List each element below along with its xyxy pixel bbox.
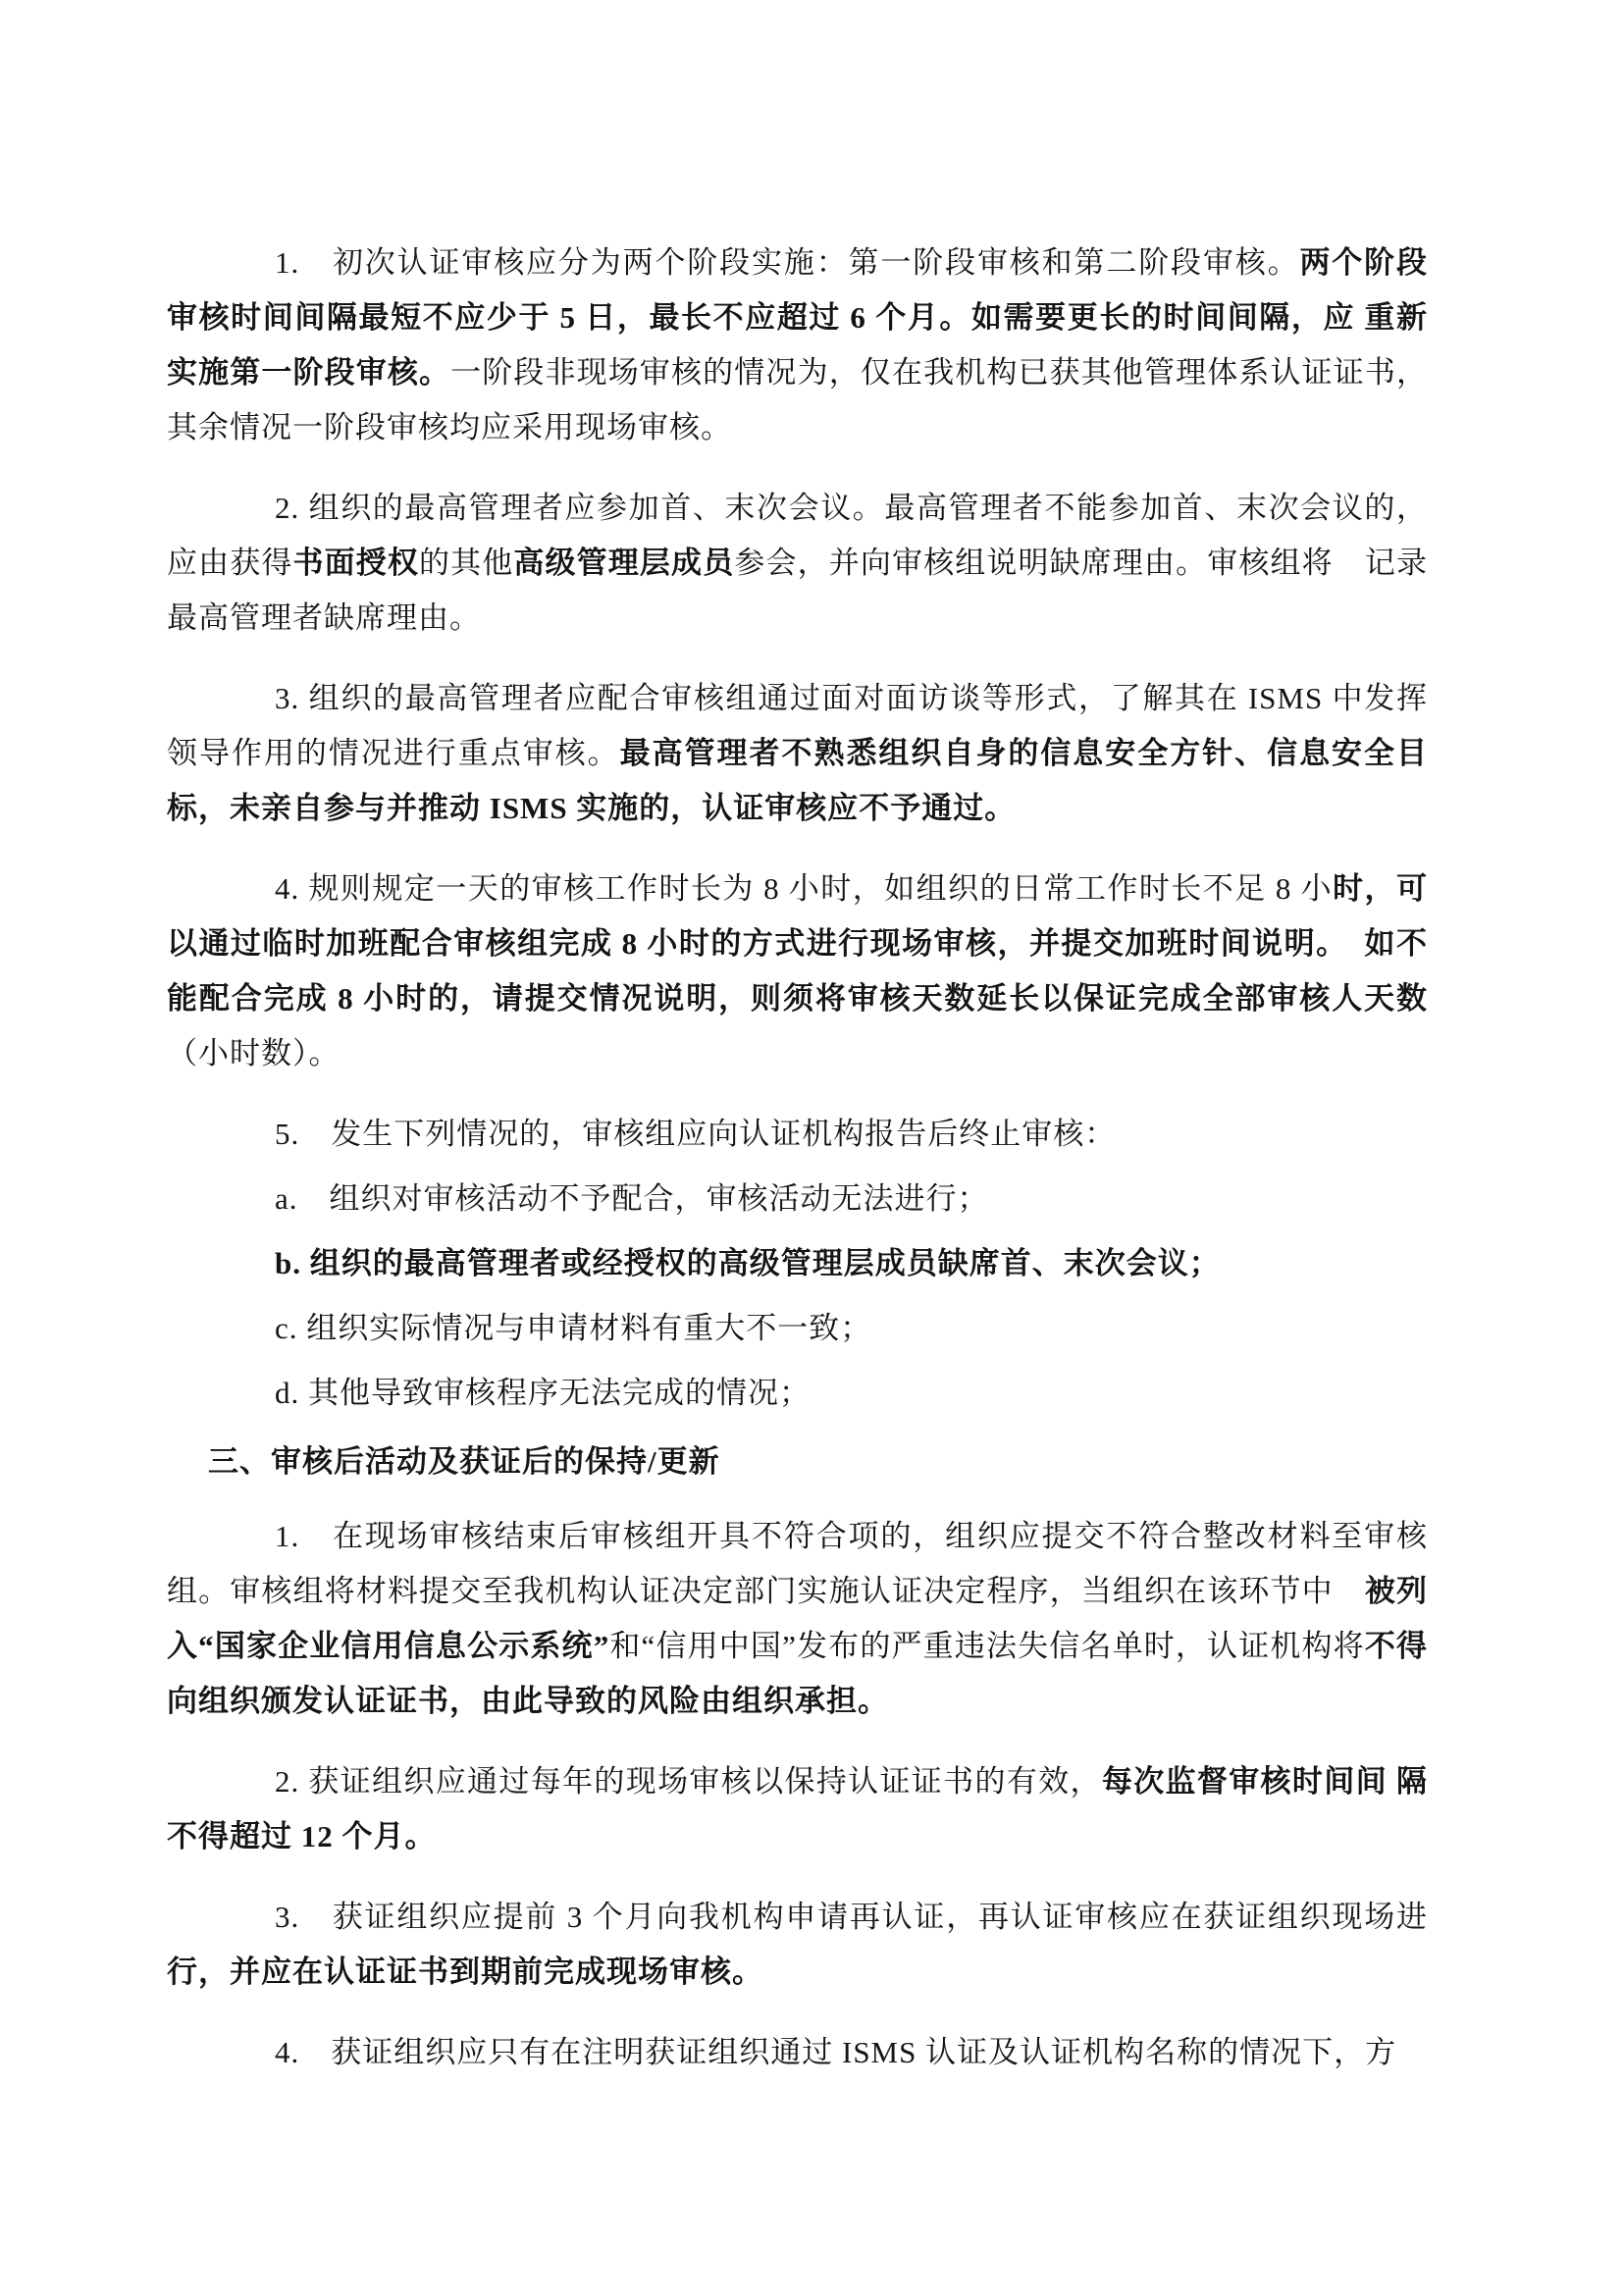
text-run: （小时数）。 <box>167 1036 341 1070</box>
text-run-bold: 最高管理者不熟悉组织自身的信息安全方针、信息安全目标，未亲自参与并推动 ISMS 实施的，认证审核应不予通过。 <box>167 736 1429 825</box>
item-c <box>167 1301 1428 1356</box>
text-run-bold: 被列入“国家企业信用信息公示系统” <box>167 1574 1429 1663</box>
text-run-bold: 高级管理层成员 <box>513 546 735 580</box>
text-run: c. 组织实际情况与申请材料有重大不一致； <box>275 1311 872 1345</box>
text-run: 4. 获证组织应只有在注明获证组织通过 ISMS 认证及认证机构名称的情况下，方 <box>275 2035 1397 2069</box>
text-run: 和“信用中国”发布的严重违法失信名单时，认证机构将 <box>609 1629 1365 1663</box>
text-run: 5. 发生下列情况的，审核组应向认证机构报告后终止审核： <box>275 1117 1117 1151</box>
para-surveillance-audit <box>167 1754 1428 1864</box>
text-run-bold: 每次监督审核时间间 隔不得超过 12 个月。 <box>167 1764 1429 1853</box>
item-d <box>167 1366 1428 1421</box>
text-run-bold: 时，可以通过临时加班配合审核组完成 8 小时的方式进行现场审核，并提交加班时间说明。 如不能配合完成 8 小时的，请提交情况说明，则须将审核天数延长以保证完成全部审核人天数 <box>167 871 1428 1016</box>
para-work-hours <box>167 861 1428 1081</box>
text-run-bold: 行，并应在认证证书到期前完成现场审核。 <box>167 1955 763 1989</box>
text-run: 2. 获证组织应通过每年的现场审核以保持认证证书的有效， <box>275 1764 1102 1799</box>
para-recertification <box>167 1890 1428 2000</box>
para-post-audit-decision <box>167 1509 1428 1729</box>
text-run-bold: 两个阶段审核时间间隔最短不应少于 5 日，最长不应超过 6 个月。如需要更长的时间间隔，应 重新实施第一阶段审核。 <box>167 245 1429 390</box>
text-run: 的其他 <box>419 546 514 580</box>
text-run: 一阶段非现场审核的情况为，仅在我机构已获其他管理体系认证证书，其余情况一阶段审核均应采用现场审核。 <box>167 355 1428 444</box>
text-run-bold: 三、审核后活动及获证后的保持/更新 <box>208 1444 720 1479</box>
item-a <box>167 1172 1428 1226</box>
para-termination-intro <box>167 1107 1428 1162</box>
text-run-bold: b. 组织的最高管理者或经授权的高级管理层成员缺席首、末次会议； <box>275 1246 1221 1280</box>
text-run-bold: 书面授权 <box>292 546 420 580</box>
text-run: 4. 规则规定一天的审核工作时长为 8 小时，如组织的日常工作时长不足 8 小 <box>275 871 1334 906</box>
section-heading <box>167 1434 1428 1489</box>
para-top-management-meetings <box>167 481 1428 646</box>
para-initial-certification <box>167 235 1428 455</box>
text-run: a. 组织对审核活动不予配合，审核活动无法进行； <box>275 1181 989 1216</box>
text-run-bold: 不得向组织颁发认证证书，由此导致的风险由组织承担。 <box>167 1629 1429 1718</box>
para-certificate-usage <box>167 2025 1428 2080</box>
text-run: 1. 在现场审核结束后审核组开具不符合项的，组织应提交不符合整改材料至审核组。审核组将材料提交至我机构认证决定部门实施认证决定程序，当组织在该环节中 <box>167 1519 1428 1608</box>
text-run: 3. 获证组织应提前 3 个月向我机构申请再认证，再认证审核应在获证组织现场进 <box>275 1900 1428 1934</box>
para-isms-leadership <box>167 671 1428 836</box>
item-b <box>167 1236 1428 1291</box>
text-run: d. 其他导致审核程序无法完成的情况； <box>275 1376 811 1410</box>
text-run: 3. 组织的最高管理者应配合审核组通过面对面访谈等形式，了解其在 ISMS 中发挥领导作用的情况进行重点审核。 <box>167 681 1428 770</box>
text-run: 2. 组织的最高管理者应参加首、末次会议。最高管理者不能参加首、末次会议的，应由获得 <box>167 491 1428 580</box>
text-run: 参会，并向审核组说明缺席理由。审核组将 记录最高管理者缺席理由。 <box>167 546 1429 635</box>
text-run: 1. 初次认证审核应分为两个阶段实施：第一阶段审核和第二阶段审核。 <box>275 245 1300 280</box>
